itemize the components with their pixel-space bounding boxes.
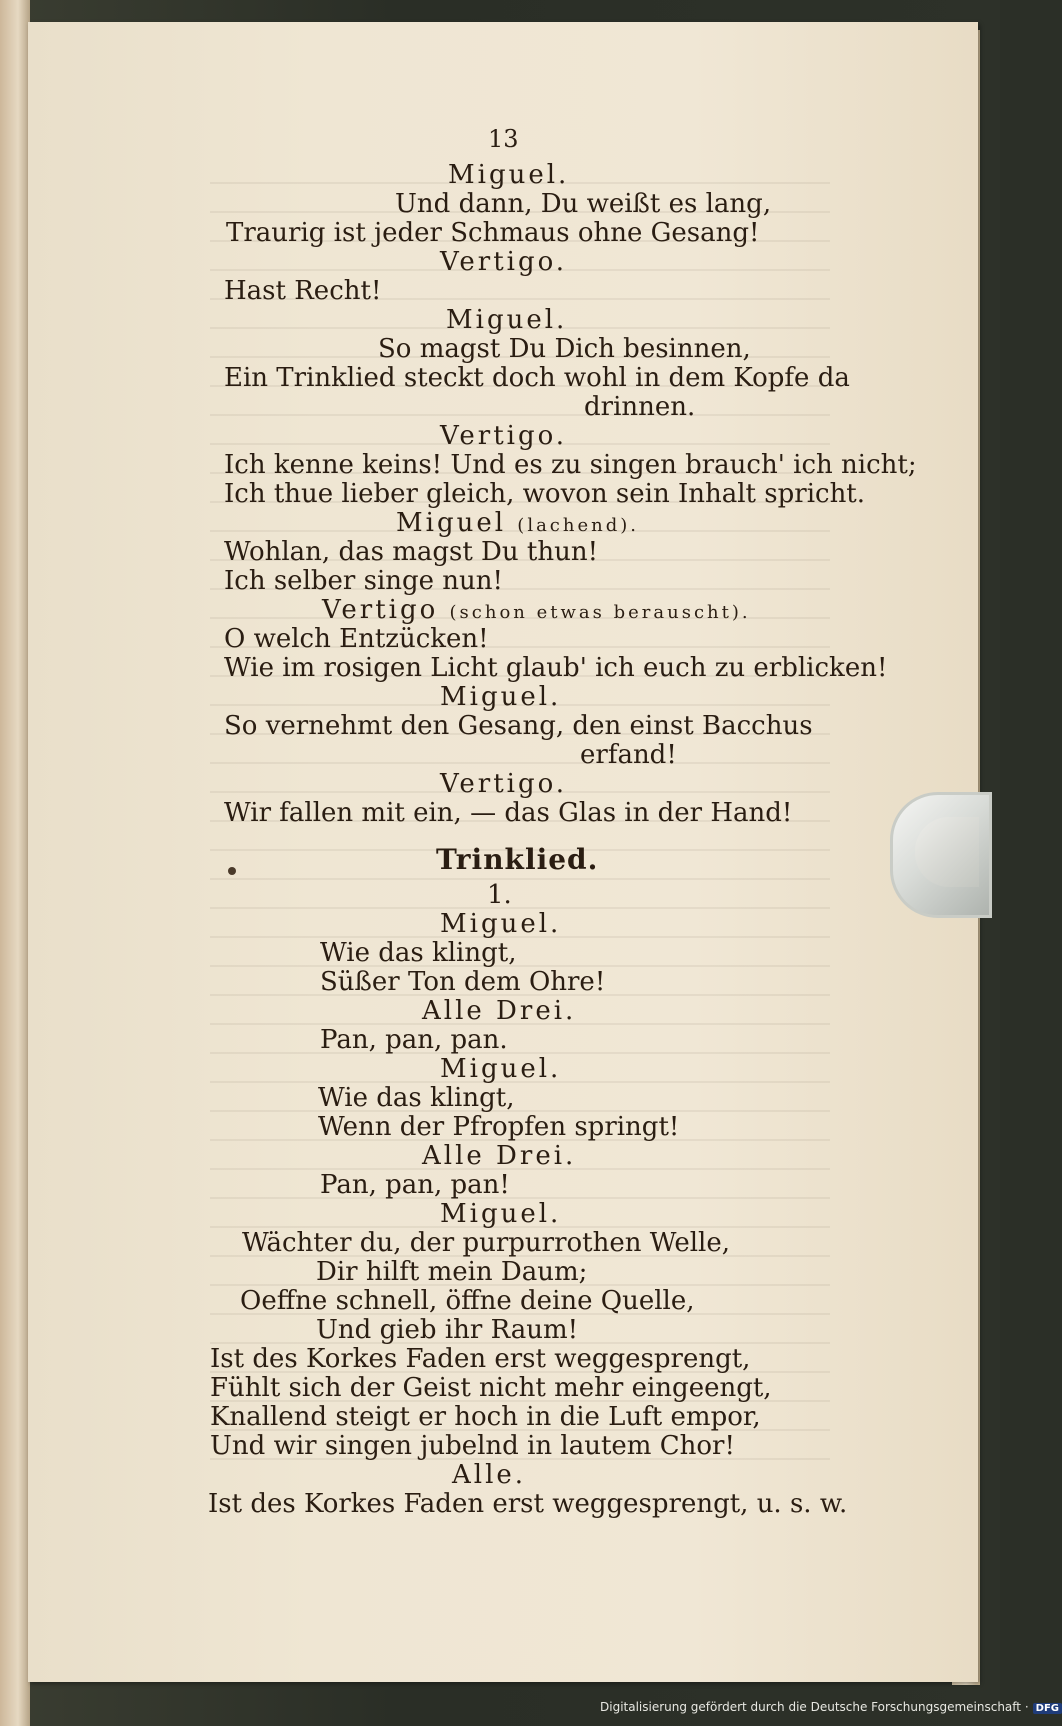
verse-line: Oeffne schnell, öffne deine Quelle, — [240, 1286, 695, 1316]
speaker-name: Vertigo. — [440, 247, 568, 277]
verse-line: O welch Entzücken! — [224, 624, 489, 654]
speaker-name: Alle. — [452, 1460, 527, 1490]
verse-line: Wie das klingt, — [320, 938, 517, 968]
verse-line: Ich selber singe nun! — [224, 566, 503, 596]
verse-line: Traurig ist jeder Schmaus ohne Gesang! — [226, 218, 760, 248]
page-number: 13 — [488, 125, 519, 153]
verse-line: drinnen. — [584, 392, 696, 422]
verse-line: Süßer Ton dem Ohre! — [320, 967, 606, 997]
verse-line: Wenn der Pfropfen springt! — [318, 1112, 680, 1142]
ink-spot — [228, 867, 236, 875]
speaker-name: Miguel. — [440, 682, 562, 712]
verse-line: Ist des Korkes Faden erst weggesprengt, u. s. w. — [208, 1489, 848, 1519]
speaker-name: Vertigo. — [440, 769, 568, 799]
song-title: Trinklied. — [436, 843, 599, 876]
speaker-name: Miguel. — [446, 305, 568, 335]
page-clip — [890, 792, 992, 918]
verse-line: Pan, pan, pan. — [320, 1025, 508, 1055]
speaker-label: Vertigo — [322, 595, 439, 625]
speaker-name: Alle Drei. — [422, 996, 577, 1026]
verse-line: Und gieb ihr Raum! — [316, 1315, 579, 1345]
verse-line: Fühlt sich der Geist nicht mehr eingeengt, — [210, 1373, 772, 1403]
verse-line: erfand! — [580, 740, 677, 770]
verse-line: Pan, pan, pan! — [320, 1170, 510, 1200]
verse-line: Ist des Korkes Faden erst weggesprengt, — [210, 1344, 751, 1374]
verse-line: Wie das klingt, — [318, 1083, 515, 1113]
speaker-name: Miguel. — [440, 909, 562, 939]
verse-line: Und dann, Du weißt es lang, — [395, 189, 772, 219]
digitization-credit — [600, 1700, 1062, 1714]
stanza-number: 1. — [487, 880, 512, 910]
verse-line: Ein Trinklied steckt doch wohl in dem Kopfe da — [224, 363, 850, 393]
verse-line: So magst Du Dich besinnen, — [378, 334, 751, 364]
speaker-name: Vertigo. — [440, 421, 568, 451]
verse-line: Wie im rosigen Licht glaub' ich euch zu erblicken! — [224, 653, 888, 683]
credit-text: Digitalisierung gefördert durch die Deutsche Forschungsgemeinschaft · — [600, 1700, 1029, 1714]
speaker-name: Miguel. — [440, 1054, 562, 1084]
verse-line: Dir hilft mein Daum; — [316, 1257, 588, 1287]
verse-line: Wir fallen mit ein, — das Glas in der Hand! — [224, 798, 793, 828]
verse-line: Wohlan, das magst Du thun! — [224, 537, 599, 567]
verse-line: Knallend steigt er hoch in die Luft empor, — [210, 1402, 761, 1432]
verse-line: Ich thue lieber gleich, wovon sein Inhalt spricht. — [224, 479, 866, 509]
previous-page-edge — [0, 0, 30, 1726]
speaker-label: Miguel — [396, 508, 507, 538]
speaker-name: Alle Drei. — [422, 1141, 577, 1171]
verse-line: Und wir singen jubelnd in lautem Chor! — [210, 1431, 735, 1461]
speaker-name: Miguel. — [440, 1199, 562, 1229]
stage-direction: (schon etwas berauscht). — [449, 602, 751, 623]
verse-line: Wächter du, der purpurrothen Welle, — [242, 1228, 731, 1258]
dfg-logo: DFG — [1033, 1703, 1062, 1714]
verse-line: Ich kenne keins! Und es zu singen brauch' ich nicht; — [224, 450, 917, 480]
speaker-name: Miguel. — [448, 160, 570, 190]
stage-direction: (lachend). — [517, 515, 639, 536]
verse-line: Hast Recht! — [224, 276, 382, 306]
verse-line: So vernehmt den Gesang, den einst Bacchus — [224, 711, 813, 741]
